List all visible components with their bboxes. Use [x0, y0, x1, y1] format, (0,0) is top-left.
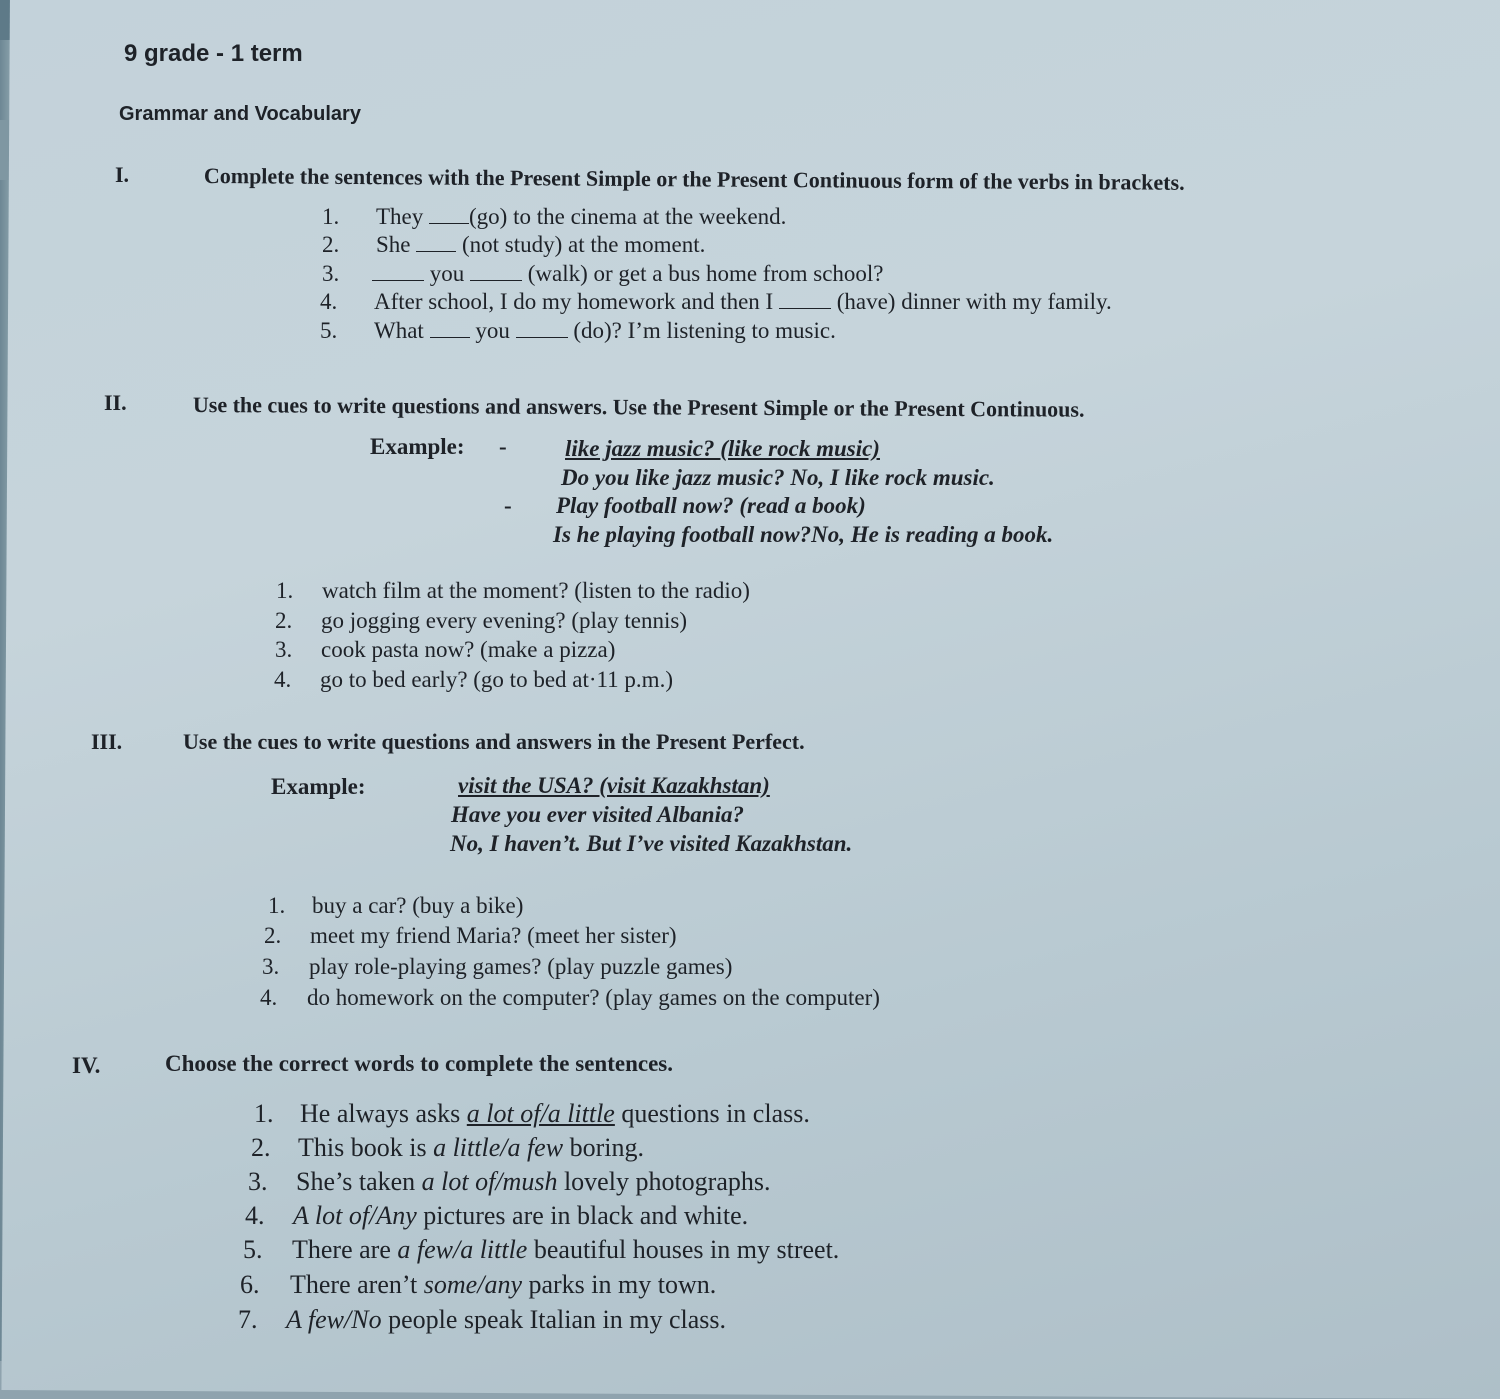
item-number: 3.	[248, 1167, 268, 1196]
section-3-item	[260, 985, 880, 1011]
item-text: parks in my town.	[521, 1270, 717, 1299]
section-4-item	[238, 1305, 726, 1335]
section-3-instruction: Use the cues to write questions and answers in the Present Perfect.	[183, 729, 805, 754]
item-text: lovely photographs.	[557, 1167, 771, 1196]
item-text: She	[376, 232, 417, 257]
item-text: There are	[292, 1235, 398, 1264]
item-number: 1.	[268, 893, 286, 918]
section-2-numeral: II.	[104, 390, 127, 415]
answer-blank	[779, 290, 831, 309]
item-text: meet my friend Maria? (meet her sister)	[310, 923, 677, 948]
section-3-item	[268, 893, 523, 919]
item-text: go jogging every evening? (play tennis)	[321, 608, 687, 633]
item-text: you	[424, 261, 470, 286]
item-text: watch film at the moment? (listen to the radio)	[322, 578, 750, 603]
section-1-item	[322, 204, 786, 230]
section-2-item	[274, 667, 673, 693]
section-2-example-label: Example:	[370, 434, 465, 459]
item-number: 3.	[262, 954, 280, 979]
answer-blank	[470, 262, 522, 281]
item-text: (have) dinner with my family.	[830, 289, 1112, 314]
item-text: do homework on the computer? (play games on the computer)	[307, 985, 880, 1010]
choice-options: a little/a few	[433, 1133, 564, 1162]
section-1-item	[320, 289, 1112, 315]
choice-options: A few/No	[286, 1305, 382, 1334]
answer-blank	[430, 319, 470, 338]
section-4-item	[245, 1201, 748, 1231]
example-cue: Play football now? (read a book)	[556, 493, 866, 518]
item-number: 4.	[260, 985, 278, 1010]
item-text: (go) to the cinema at the weekend.	[469, 204, 787, 229]
section-3-item	[262, 954, 732, 980]
item-number: 3.	[322, 261, 340, 286]
section-1-item	[322, 261, 884, 287]
section-4-item	[248, 1167, 770, 1197]
section-3-numeral: III.	[91, 729, 123, 754]
item-text: He always asks	[300, 1099, 467, 1128]
item-number: 4.	[245, 1201, 265, 1230]
item-text: questions in class.	[614, 1099, 810, 1128]
item-text: (do)? I’m listening to music.	[567, 318, 836, 343]
worksheet-title: 9 grade - 1 term	[124, 40, 303, 67]
section-4-item	[240, 1270, 716, 1300]
item-text: buy a car? (buy a bike)	[312, 893, 524, 918]
section-3-item	[264, 923, 677, 949]
example-cue: visit the USA? (visit Kazakhstan)	[458, 773, 770, 798]
section-1-instruction: Complete the sentences with the Present Simple or the Present Continuous form of the verbs in brackets.	[203, 163, 1185, 195]
worksheet-subtitle: Grammar and Vocabulary	[119, 103, 361, 125]
item-text: go to bed early? (go to bed at·11 p.m.)	[320, 667, 673, 692]
section-4-item	[251, 1133, 644, 1163]
section-1-item	[320, 318, 836, 344]
choice-options: a lot of/mush	[421, 1167, 558, 1196]
section-3-example-label: Example:	[271, 774, 366, 799]
section-2-item	[276, 578, 750, 604]
choice-options: a lot of/a little	[466, 1099, 615, 1128]
item-number: 6.	[240, 1270, 260, 1299]
choice-options: A lot of/Any	[293, 1201, 417, 1230]
item-text: What	[374, 318, 430, 343]
section-4-numeral: IV.	[72, 1053, 101, 1078]
answer-blank	[416, 233, 456, 252]
section-2-item	[275, 637, 615, 663]
item-text: boring.	[563, 1133, 644, 1162]
section-2-item	[275, 608, 687, 634]
item-number: 1.	[322, 204, 340, 229]
item-text: (not study) at the moment.	[456, 232, 706, 257]
item-number: 2.	[251, 1133, 271, 1162]
item-number: 2.	[322, 232, 340, 257]
item-text: After school, I do my homework and then I	[374, 289, 779, 314]
example-answer: Is he playing football now?No, He is reading a book.	[553, 522, 1054, 547]
item-number: 3.	[275, 637, 293, 662]
section-4-instruction: Choose the correct words to complete the sentences.	[165, 1051, 673, 1076]
item-text: (walk) or get a bus home from school?	[522, 261, 884, 286]
section-1-numeral: I.	[115, 162, 130, 187]
example-answer: No, I haven’t. But I’ve visited Kazakhstan.	[450, 831, 853, 856]
item-text: They	[376, 204, 430, 229]
answer-blank	[429, 205, 469, 224]
example-cue: like jazz music? (like rock music)	[565, 436, 880, 461]
item-text: There aren’t	[290, 1270, 424, 1299]
section-2-instruction: Use the cues to write questions and answers. Use the Present Simple or the Present Continuous.	[192, 392, 1085, 422]
item-text: pictures are in black and white.	[416, 1201, 749, 1230]
item-text: you	[469, 318, 516, 343]
example-answer: Do you like jazz music? No, I like rock music.	[561, 465, 995, 490]
item-number: 1.	[276, 578, 294, 603]
answer-blank	[372, 262, 424, 281]
item-number: 1.	[254, 1099, 274, 1128]
item-number: 7.	[238, 1305, 258, 1334]
item-text: beautiful houses in my street.	[527, 1235, 840, 1264]
item-number: 4.	[274, 667, 292, 692]
item-number: 5.	[243, 1235, 263, 1264]
example-dash: -	[499, 434, 507, 459]
item-number: 2.	[275, 608, 293, 633]
example-answer: Have you ever visited Albania?	[451, 802, 744, 827]
item-text: cook pasta now? (make a pizza)	[321, 637, 616, 662]
section-4-item	[243, 1235, 839, 1265]
choice-options: a few/a little	[397, 1235, 528, 1264]
item-number: 5.	[320, 318, 338, 343]
answer-blank	[516, 319, 568, 338]
item-text: people speak Italian in my class.	[381, 1305, 726, 1334]
item-text: She’s taken	[296, 1167, 422, 1196]
item-number: 2.	[264, 923, 282, 948]
item-text: play role-playing games? (play puzzle games)	[309, 954, 733, 979]
item-text: This book is	[298, 1133, 434, 1162]
choice-options: some/any	[423, 1270, 522, 1299]
section-1-item	[322, 232, 705, 258]
item-number: 4.	[320, 289, 338, 314]
example-dash: -	[504, 493, 512, 518]
section-4-item	[254, 1099, 810, 1129]
